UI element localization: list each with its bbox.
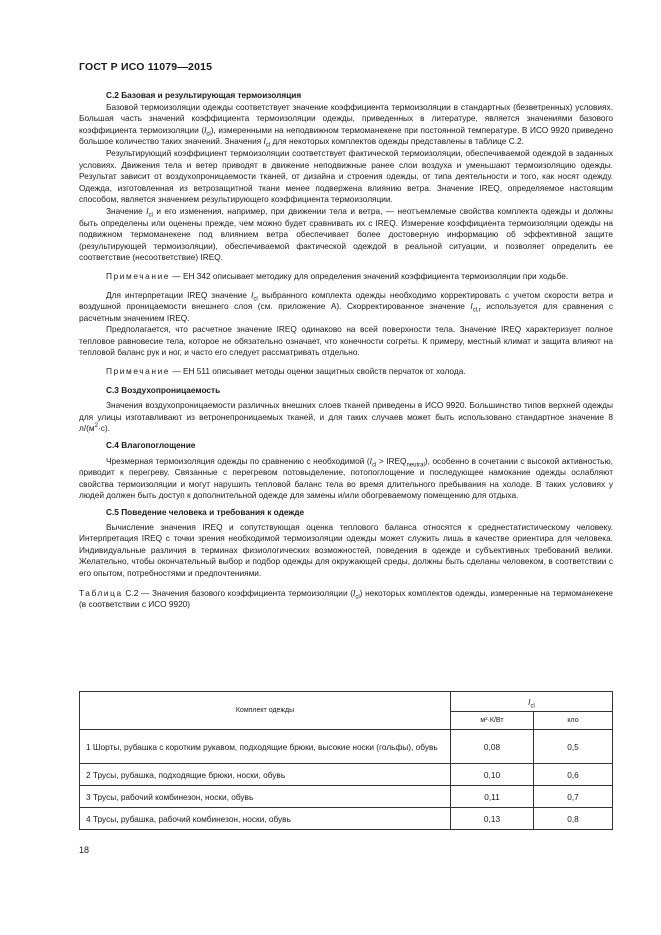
- paragraph: Предполагается, что расчетное значение IREQ одинаково на всей поверхности тела. Значение IREQ характеризует полное тепловое равновесие тела, которое не обязательно означает, что конечности согреты. К примеру, местный климат и защита влияют на тепловой баланс рук и ног, и часто его следует рассматривать отдельно.: [79, 324, 613, 358]
- table-caption: Таблица С.2 — Значения базового коэффициента термоизоляции $(I_{cl})$ некоторых комплектов одежды, измеренные на термоманекене (в соответствии с ИСО 9920): [79, 587, 613, 610]
- table-row: [80, 808, 613, 830]
- row-name: 1 Шорты, рубашка с коротким рукавом, подходящие брюки, высокие носки (гольфы), обувь: [80, 730, 451, 764]
- row-value-si: 0,08: [451, 730, 534, 764]
- section-c3-title: С.3 Воздухопроницаемость: [106, 384, 221, 395]
- table-row: [80, 730, 613, 764]
- paragraph: Для интерпретации IREQ значение $I_{cl}$ выбранного комплекта одежды необходимо корректировать с учетом скорости ветра и воздушной проницаемости внешнего слоя (см. приложение А). Скорректированное значение $I_{cl,r}$ используется для сравнения с расчетным значением IREQ.: [79, 289, 613, 323]
- row-value-clo: 0,6: [534, 764, 613, 786]
- table-row: [80, 764, 613, 786]
- standard-header: ГОСТ Р ИСО 11079—2015: [79, 61, 213, 73]
- row-value-clo: 0,5: [534, 730, 613, 764]
- paragraph: Результирующий коэффициент термоизоляции соответствует фактической термоизоляции, обеспечиваемой одеждой в заданных условиях. Движения тела и ветер приводят в движение неподвижные ранее слои воздуха и уменьшают термоизоляцию одежды. Результат зависит от воздухопроницаемости тканей, от дизайна и строения одежды, от типа деятельности и того, как носят одежду. Одежда, изготовленная из ветрозащитной ткани менее подвержена влиянию ветра. Значение IREQ, определяемое настоящим способом, является значением результирующего коэффициента термоизоляции.: [79, 147, 613, 205]
- table-row: [80, 786, 613, 808]
- paragraph: Чрезмерная термоизоляция одежды по сравнению с необходимой ($I_{cl}$ > $IREQ_{neutral}$), особенно в сочетании с высокой активностью, приводит к перегреву. Связанные с перегревом потовыделение, потопоглощение и последующее намокание одежды ослабляют свойства термоизоляции и могут нарушить тепловой баланс тела во время длительного пребывания на холоде. В таких условиях у людей должен быть доступ к дополнительной одежде для замены и/или обогреваемому помещению для отдыха.: [79, 455, 613, 501]
- row-value-clo: 0,7: [534, 786, 613, 808]
- paragraph: Значение $I_{cl}$ и его изменения, например, при движении тела и ветра, — неотъемлемые свойства комплекта одежды и должны быть определены или оценены прежде, чем можно будет сравнивать их с IREQ. Измерение коэффициента термоизоляции одежды на подвижном термоманекене под влиянием ветра обеспечивает более достоверную информацию об эффективной защите (результирующей термоизоляции), обеспечиваемой фактической одеждой в реальной ситуации, и позволяет определить ее соответствие (несоответствие) IREQ.: [79, 205, 613, 263]
- section-c5-title: С.5 Поведение человека и требования к одежде: [106, 507, 305, 517]
- section-c2-title: С.2 Базовая и результирующая термоизоляция: [106, 90, 302, 100]
- column-header-icl: $I_{cl}$: [451, 692, 613, 712]
- column-header-set: Комплект одежды: [80, 692, 451, 730]
- row-value-si: 0,10: [451, 764, 534, 786]
- row-name: 4 Трусы, рубашка, рабочий комбинезон, носки, обувь: [80, 808, 451, 830]
- column-header-unit-clo: кло: [534, 712, 613, 730]
- clothing-insulation-table: [79, 691, 613, 830]
- paragraph: Базовой термоизоляции одежды соответствует значение коэффициента термоизоляции в стандартных (безветренных) условиях. Большая часть значений коэффициента термоизоляции одежды, приведенных в литературе, является значениями базового коэффициента термоизоляции $(I_{cl})$, измеренными на неподвижном термоманекене при постоянной температуре. В ИСО 9920 приведено большое количество таких значений. Значения $I_{cl}$ для некоторых комплектов одежды представлены в таблице С.2.: [79, 101, 613, 150]
- section-c4-title: С.4 Влагопоглощение: [106, 440, 196, 451]
- column-header-unit-si: м²·К/Вт: [451, 712, 534, 730]
- row-value-clo: 0,8: [534, 808, 613, 830]
- row-value-si: 0,13: [451, 808, 534, 830]
- row-name: 3 Трусы, рабочий комбинезон, носки, обувь: [80, 786, 451, 808]
- row-name: 2 Трусы, рубашка, подходящие брюки, носки, обувь: [80, 764, 451, 786]
- paragraph: Вычисление значения IREQ и сопутствующая оценка теплового баланса относятся к среднестатистическому человеку. Интерпретация IREQ с точки зрения необходимой термоизоляции одежды может служить лишь в качестве ориентира для человека. Индивидуальные различия в терминах физиологических возможностей, поведения в одежде и субъективных требований велики. Желательно, чтобы окончательный выбор и подбор одежды для окружающей среды, должны быть сделаны человеком, в соответствии с его опытом, потребностями и предпочтениями.: [79, 521, 613, 578]
- note: Примечание — ЕН 511 описывает методы оценки защитных свойств перчаток от холода.: [106, 366, 466, 377]
- row-value-si: 0,11: [451, 786, 534, 808]
- paragraph: Значения воздухопроницаемости различных внешних слоев тканей приведены в ИСО 9920. Большинство типов верхней одежды для улицы изготавливают из ветронепроницаемых тканей, и для таких случаев может быть использовано стандартное значение 8 $л/(м^2\cdot с)$.: [79, 400, 613, 434]
- note: Примечание — ЕН 342 описывает методику для определения значений коэффициента термоизоляции при ходьбе.: [106, 270, 569, 281]
- document-body: [79, 90, 613, 611]
- page-number: 18: [79, 845, 90, 855]
